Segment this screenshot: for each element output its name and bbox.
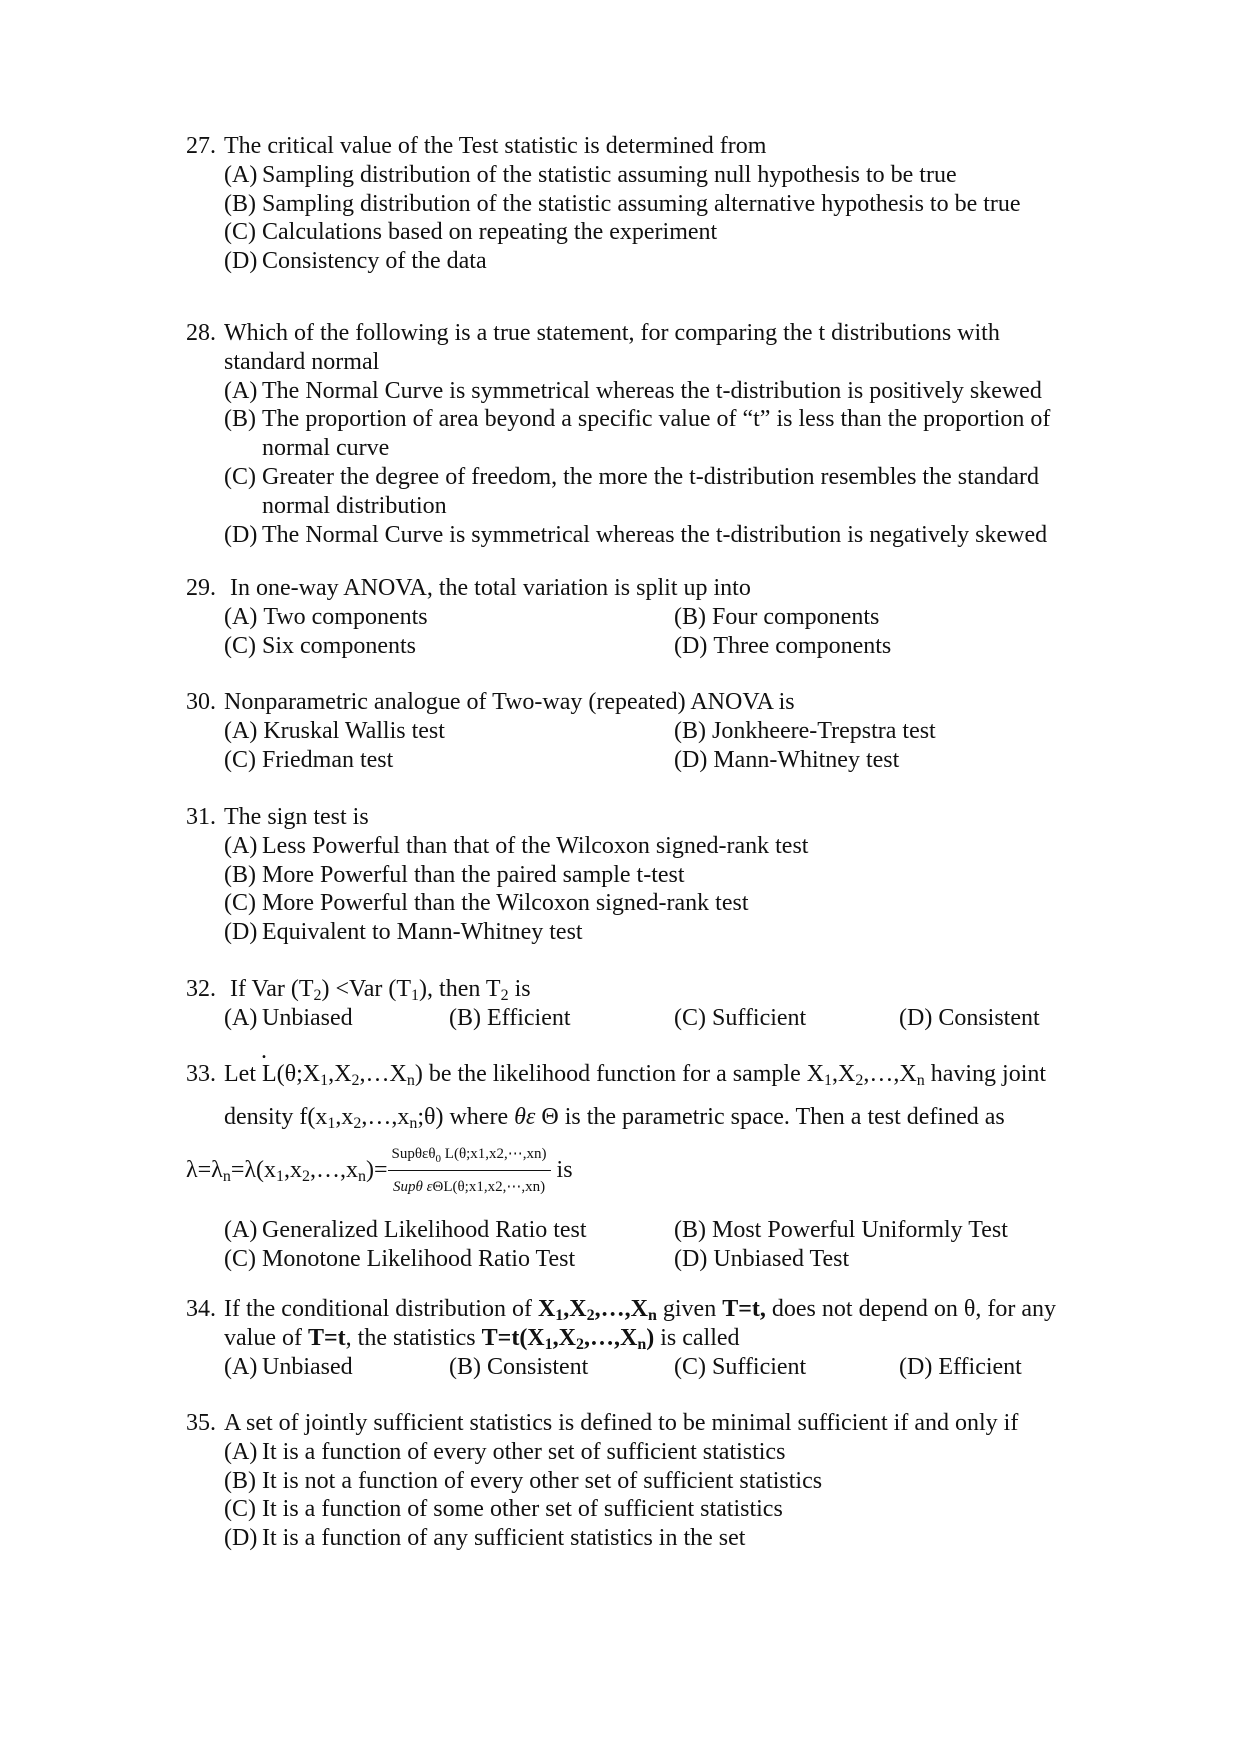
option-d: [899, 1353, 1124, 1382]
question-number: 34.: [186, 1296, 216, 1322]
question-number: 27.: [186, 133, 216, 159]
question-number: 33.: [186, 1061, 216, 1087]
option-b: [674, 603, 1124, 632]
option-text: Two components: [263, 603, 428, 630]
option-d: [674, 746, 1124, 775]
lambda-formula: $\lambda=\lambda_n=\lambda(x_1,x_2,\dots,x_n)=$ $\frac{Sup\theta\varepsilon\theta_0 L(\theta;x1,x2,\cdots,xn)}{\text{Supθ εΘL(θ;x1,x2,⋯,xn)}}$ is: [186, 1140, 1086, 1203]
question-text: If the conditional distribution of $X_1,X_2,\dots,X_n$ given T=t, does not depend on θ, for any value of T=t, the statistics $T=t(X_1,X_2,\dots,X_n)$ is called: [224, 1296, 1057, 1353]
option-text: It is a function of some other set of sufficient statistics: [262, 1496, 783, 1523]
option-text: The Normal Curve is symmetrical whereas the t-distribution is positively skewed: [262, 377, 1042, 404]
option-c: [674, 1353, 899, 1382]
option-text: Consistent: [938, 1004, 1040, 1031]
option-text: Unbiased Test: [713, 1245, 850, 1272]
option-b: [674, 717, 1124, 746]
option-b: [449, 1004, 674, 1033]
option-label: (A): [224, 1004, 258, 1031]
option-label: (C): [224, 463, 256, 490]
option-label: (D): [674, 1245, 708, 1272]
option-label: (C): [224, 890, 256, 917]
option-label: (C): [224, 746, 256, 773]
option-text: Monotone Likelihood Ratio Test: [262, 1245, 576, 1272]
option-text: Sampling distribution of the statistic assuming null hypothesis to be true: [262, 161, 957, 188]
option-label: (C): [224, 219, 256, 246]
option-text: Friedman test: [262, 746, 394, 773]
option-label: (C): [674, 1353, 706, 1380]
option-label: (B): [224, 406, 256, 433]
option-b: [674, 1216, 1124, 1245]
option-text: It is not a function of every other set of sufficient statistics: [262, 1467, 823, 1494]
option-label: (B): [449, 1004, 481, 1031]
question-text: Which of the following is a true statement, for comparing the t distributions with standard normal: [224, 320, 1000, 375]
option-label: (D): [224, 1525, 258, 1552]
option-a: [224, 832, 1086, 861]
options-list: [224, 832, 1086, 947]
option-label: (B): [674, 603, 706, 630]
question-number: 30.: [186, 689, 216, 715]
option-label: (A): [224, 1438, 258, 1465]
option-text: Consistent: [487, 1353, 589, 1380]
option-label: (D): [224, 248, 258, 275]
option-text: Equivalent to Mann-Whitney test: [262, 919, 583, 946]
option-label: (B): [449, 1353, 481, 1380]
option-label: (A): [224, 603, 258, 630]
option-text: Generalized Likelihood Ratio test: [262, 1217, 587, 1244]
question-29: [186, 574, 1086, 660]
option-a: [224, 1216, 674, 1245]
question-27: [186, 132, 1086, 276]
option-label: (D): [224, 521, 258, 548]
option-text: Consistency of the data: [262, 248, 487, 275]
option-c: [224, 632, 674, 661]
option-label: (D): [224, 919, 258, 946]
option-c: [224, 1245, 674, 1274]
option-b: [224, 190, 1086, 219]
question-30: [186, 688, 1086, 774]
option-d: [899, 1004, 1124, 1033]
option-text: Jonkheere-Trepstra test: [712, 717, 936, 744]
option-a: [224, 161, 1086, 190]
option-text: It is a function of every other set of sufficient statistics: [262, 1438, 786, 1465]
question-33: [186, 1060, 1086, 1274]
option-text: It is a function of any sufficient statistics in the set: [262, 1525, 746, 1552]
option-d: [224, 1524, 1086, 1553]
option-c: [224, 463, 1086, 521]
option-label: (B): [674, 717, 706, 744]
option-label: (B): [674, 1217, 706, 1244]
question-32: [186, 975, 1086, 1033]
option-a: [224, 1353, 449, 1382]
options-grid: [224, 717, 1086, 775]
option-text: Calculations based on repeating the experiment: [262, 219, 718, 246]
options-list: [224, 1438, 1086, 1553]
option-c: [224, 889, 1086, 918]
question-number: 31.: [186, 804, 216, 830]
option-a: [224, 1438, 1086, 1467]
question-text: Let $L(\theta;X_1,X_2,\dots X_n)$ be the likelihood function for a sample $X_1,X_2,\dots,X_n$ having joint: [224, 1061, 1047, 1089]
option-d: [224, 247, 1086, 276]
option-label: (C): [224, 1245, 256, 1272]
option-text: Most Powerful Uniformly Test: [712, 1217, 1008, 1244]
question-35: [186, 1409, 1086, 1553]
option-label: (B): [224, 1467, 256, 1494]
option-a: [224, 1004, 449, 1033]
question-text: The sign test is: [224, 804, 369, 830]
option-label: (D): [674, 746, 708, 773]
option-text: Sampling distribution of the statistic assuming alternative hypothesis to be true: [262, 190, 1021, 217]
option-b: [449, 1353, 674, 1382]
option-c: [674, 1004, 899, 1033]
option-text: Kruskal Wallis test: [263, 717, 445, 744]
option-c: [224, 218, 1086, 247]
options-list: [224, 377, 1086, 550]
option-text: More Powerful than the paired sample t-test: [262, 861, 685, 888]
stray-dot: .: [261, 1038, 267, 1064]
option-c: [224, 1495, 1086, 1524]
option-text: Less Powerful than that of the Wilcoxon signed-rank test: [262, 832, 809, 859]
option-label: (A): [224, 832, 258, 859]
option-a: [224, 717, 674, 746]
option-label: (A): [224, 161, 258, 188]
option-label: (B): [224, 861, 256, 888]
question-28: [186, 319, 1086, 549]
option-d: [224, 918, 1086, 947]
option-d: [674, 1245, 1124, 1274]
options-grid: [224, 1353, 1086, 1382]
question-number: 29.: [186, 575, 216, 601]
option-text: The Normal Curve is symmetrical whereas the t-distribution is negatively skewed: [262, 521, 1048, 548]
option-text: More Powerful than the Wilcoxon signed-rank test: [262, 890, 749, 917]
option-text: Sufficient: [712, 1004, 807, 1031]
question-34: [186, 1295, 1086, 1381]
likelihood-ratio-fraction: $\frac{Sup\theta\varepsilon\theta_0 L(\theta;x1,x2,\cdots,xn)}{\text{Supθ εΘL(θ;x1,x2,⋯,xn)}}$: [388, 1140, 551, 1203]
options-grid: [224, 1004, 1086, 1033]
option-b: [224, 1467, 1086, 1496]
question-text-cont: density $f(x_1,x_2,\dots,x_n;\theta)$ where θε Θ is the parametric space. Then a test defined as: [224, 1103, 1005, 1132]
option-label: (A): [224, 377, 258, 404]
option-text: Greater the degree of freedom, the more the t-distribution resembles the standard normal distribution: [262, 463, 1040, 519]
option-c: [224, 746, 674, 775]
option-label: (D): [674, 632, 708, 659]
option-label: (A): [224, 1217, 258, 1244]
option-a: [224, 603, 674, 632]
question-text: Nonparametric analogue of Two-way (repeated) ANOVA is: [224, 689, 795, 715]
question-number: 35.: [186, 1410, 216, 1436]
option-b: [224, 405, 1086, 463]
option-text: Efficient: [938, 1353, 1022, 1380]
option-label: (D): [899, 1004, 933, 1031]
options-grid: [224, 603, 1086, 661]
option-b: [224, 861, 1086, 890]
option-label: (C): [674, 1004, 706, 1031]
question-text: The critical value of the Test statistic is determined from: [224, 133, 767, 159]
option-label: (B): [224, 190, 256, 217]
option-text: Mann-Whitney test: [713, 746, 900, 773]
option-text: Three components: [713, 632, 892, 659]
question-text: If Var $(T_2) <Var$ $(T_1)$, then $T_2$ is: [230, 976, 531, 1004]
question-text: A set of jointly sufficient statistics is defined to be minimal sufficient if and only if: [224, 1410, 1019, 1436]
option-text: Unbiased: [262, 1353, 353, 1380]
question-number: 28.: [186, 320, 216, 346]
question-number: 32.: [186, 976, 216, 1002]
options-grid: [224, 1216, 1086, 1274]
question-text: In one-way ANOVA, the total variation is split up into: [230, 575, 751, 601]
option-text: Six components: [262, 632, 416, 659]
option-label: (C): [224, 1496, 256, 1523]
option-text: The proportion of area beyond a specific value of “t” is less than the proportion of normal curve: [262, 406, 1051, 462]
option-label: (D): [899, 1353, 933, 1380]
option-text: Four components: [712, 603, 880, 630]
question-31: [186, 803, 1086, 947]
option-d: [224, 521, 1086, 550]
option-a: [224, 377, 1086, 406]
option-text: Sufficient: [712, 1353, 807, 1380]
options-list: [224, 161, 1086, 276]
option-label: (A): [224, 1353, 258, 1380]
option-text: Unbiased: [262, 1004, 353, 1031]
option-label: (A): [224, 717, 258, 744]
option-label: (C): [224, 632, 256, 659]
option-text: Efficient: [487, 1004, 571, 1031]
option-d: [674, 632, 1124, 661]
